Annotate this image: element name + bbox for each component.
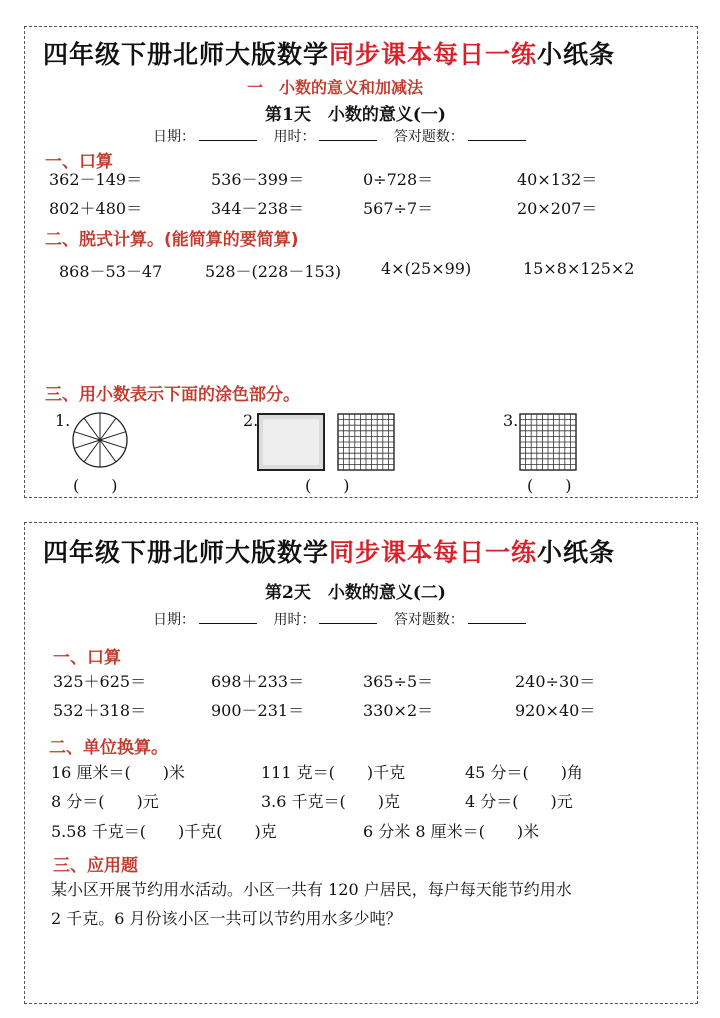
conversion-item: 5.58 千克＝( )千克( )克: [51, 822, 277, 841]
math-item: 536－399＝: [211, 170, 305, 189]
conversion-item: 6 分米 8 厘米＝( )米: [363, 822, 540, 841]
math-item: 567÷7＝: [363, 199, 434, 218]
math-item: 325＋625＝: [53, 672, 147, 691]
grid-100-icon: [519, 413, 577, 471]
banner-title: [43, 533, 615, 569]
banner-title-part2: 小纸条: [537, 40, 616, 69]
math-item: 802＋480＝: [49, 199, 143, 218]
circle-10-sectors-icon: [71, 411, 129, 469]
math-item: 20×207＝: [517, 199, 598, 218]
time-label: 用时：: [273, 612, 316, 628]
math-item: 344－238＝: [211, 199, 305, 218]
time-label: 用时：: [273, 129, 316, 145]
conversion-item: 16 厘米＝( )米: [51, 763, 185, 782]
date-label: 日期：: [153, 129, 195, 145]
banner-title-part2: 小纸条: [537, 538, 616, 567]
worksheet-day1: [24, 26, 698, 498]
answer-blank[interactable]: ( ): [527, 476, 572, 495]
math-item: 240÷30＝: [515, 672, 596, 691]
math-item: 0÷728＝: [363, 170, 434, 189]
conversion-item: 8 分＝( )元: [51, 792, 159, 811]
date-blank[interactable]: [199, 612, 257, 624]
meta-row: [153, 609, 538, 629]
banner-title-part1: 四年级下册北师大版数学: [43, 40, 330, 69]
whole-square-icon: [257, 413, 325, 471]
section-shaded-decimal: 三、用小数表示下面的涂色部分。: [45, 385, 300, 405]
score-blank[interactable]: [468, 129, 526, 141]
math-item: 15×8×125×2: [523, 259, 635, 278]
section-mental-math: 一、口算: [53, 648, 121, 668]
math-item: 362－149＝: [49, 170, 143, 189]
math-item: 920×40＝: [515, 701, 596, 720]
math-item: 698＋233＝: [211, 672, 305, 691]
time-blank[interactable]: [319, 612, 377, 624]
conversion-item: 111 克＝( )千克: [261, 763, 406, 782]
banner-title-highlight: 同步课本每日一练: [329, 40, 538, 69]
conversion-item: 4 分＝( )元: [465, 792, 573, 811]
math-item: 900－231＝: [211, 701, 305, 720]
section-mental-math: 一、口算: [45, 152, 113, 172]
section-word-problem: 三、应用题: [53, 856, 138, 876]
math-item: 365÷5＝: [363, 672, 434, 691]
score-blank[interactable]: [468, 612, 526, 624]
section-stepwise: 二、脱式计算。(能简算的要简算): [45, 230, 299, 250]
day-title: 第1天 小数的意义(一): [265, 105, 446, 125]
section-unit-conversion: 二、单位换算。: [49, 738, 168, 758]
banner-title: [43, 35, 615, 71]
day-title: 第2天 小数的意义(二): [265, 583, 446, 603]
date-label: 日期：: [153, 612, 195, 628]
conversion-item: 45 分＝( )角: [465, 763, 583, 782]
word-problem-line: 2 千克。6 月份该小区一共可以节约用水多少吨？: [51, 909, 402, 928]
figure-number: 3.: [503, 411, 519, 430]
conversion-item: 3.6 千克＝( )克: [261, 792, 401, 811]
banner-title-highlight: 同步课本每日一练: [329, 538, 538, 567]
answer-blank[interactable]: ( ): [73, 476, 118, 495]
time-blank[interactable]: [319, 129, 377, 141]
answer-blank[interactable]: ( ): [305, 476, 350, 495]
math-item: 868－53－47: [59, 262, 163, 281]
unit-title: 一 小数的意义和加减法: [247, 78, 424, 97]
math-item: 40×132＝: [517, 170, 598, 189]
banner-title-part1: 四年级下册北师大版数学: [43, 538, 330, 567]
meta-row: [153, 126, 538, 146]
math-item: 330×2＝: [363, 701, 434, 720]
worksheet-day2: [24, 522, 698, 1004]
figure-number: 1.: [55, 411, 71, 430]
score-label: 答对题数：: [393, 129, 464, 145]
math-item: 528－(228－153): [205, 262, 342, 281]
grid-100-icon: [337, 413, 395, 471]
score-label: 答对题数：: [393, 612, 464, 628]
word-problem-text: [51, 875, 691, 933]
word-problem-line: 某小区开展节约用水活动。小区一共有 120 户居民，每户每天能节约用水: [51, 880, 572, 899]
date-blank[interactable]: [199, 129, 257, 141]
math-item: 532＋318＝: [53, 701, 147, 720]
figure-number: 2.: [243, 411, 259, 430]
math-item: 4×(25×99): [381, 259, 472, 278]
